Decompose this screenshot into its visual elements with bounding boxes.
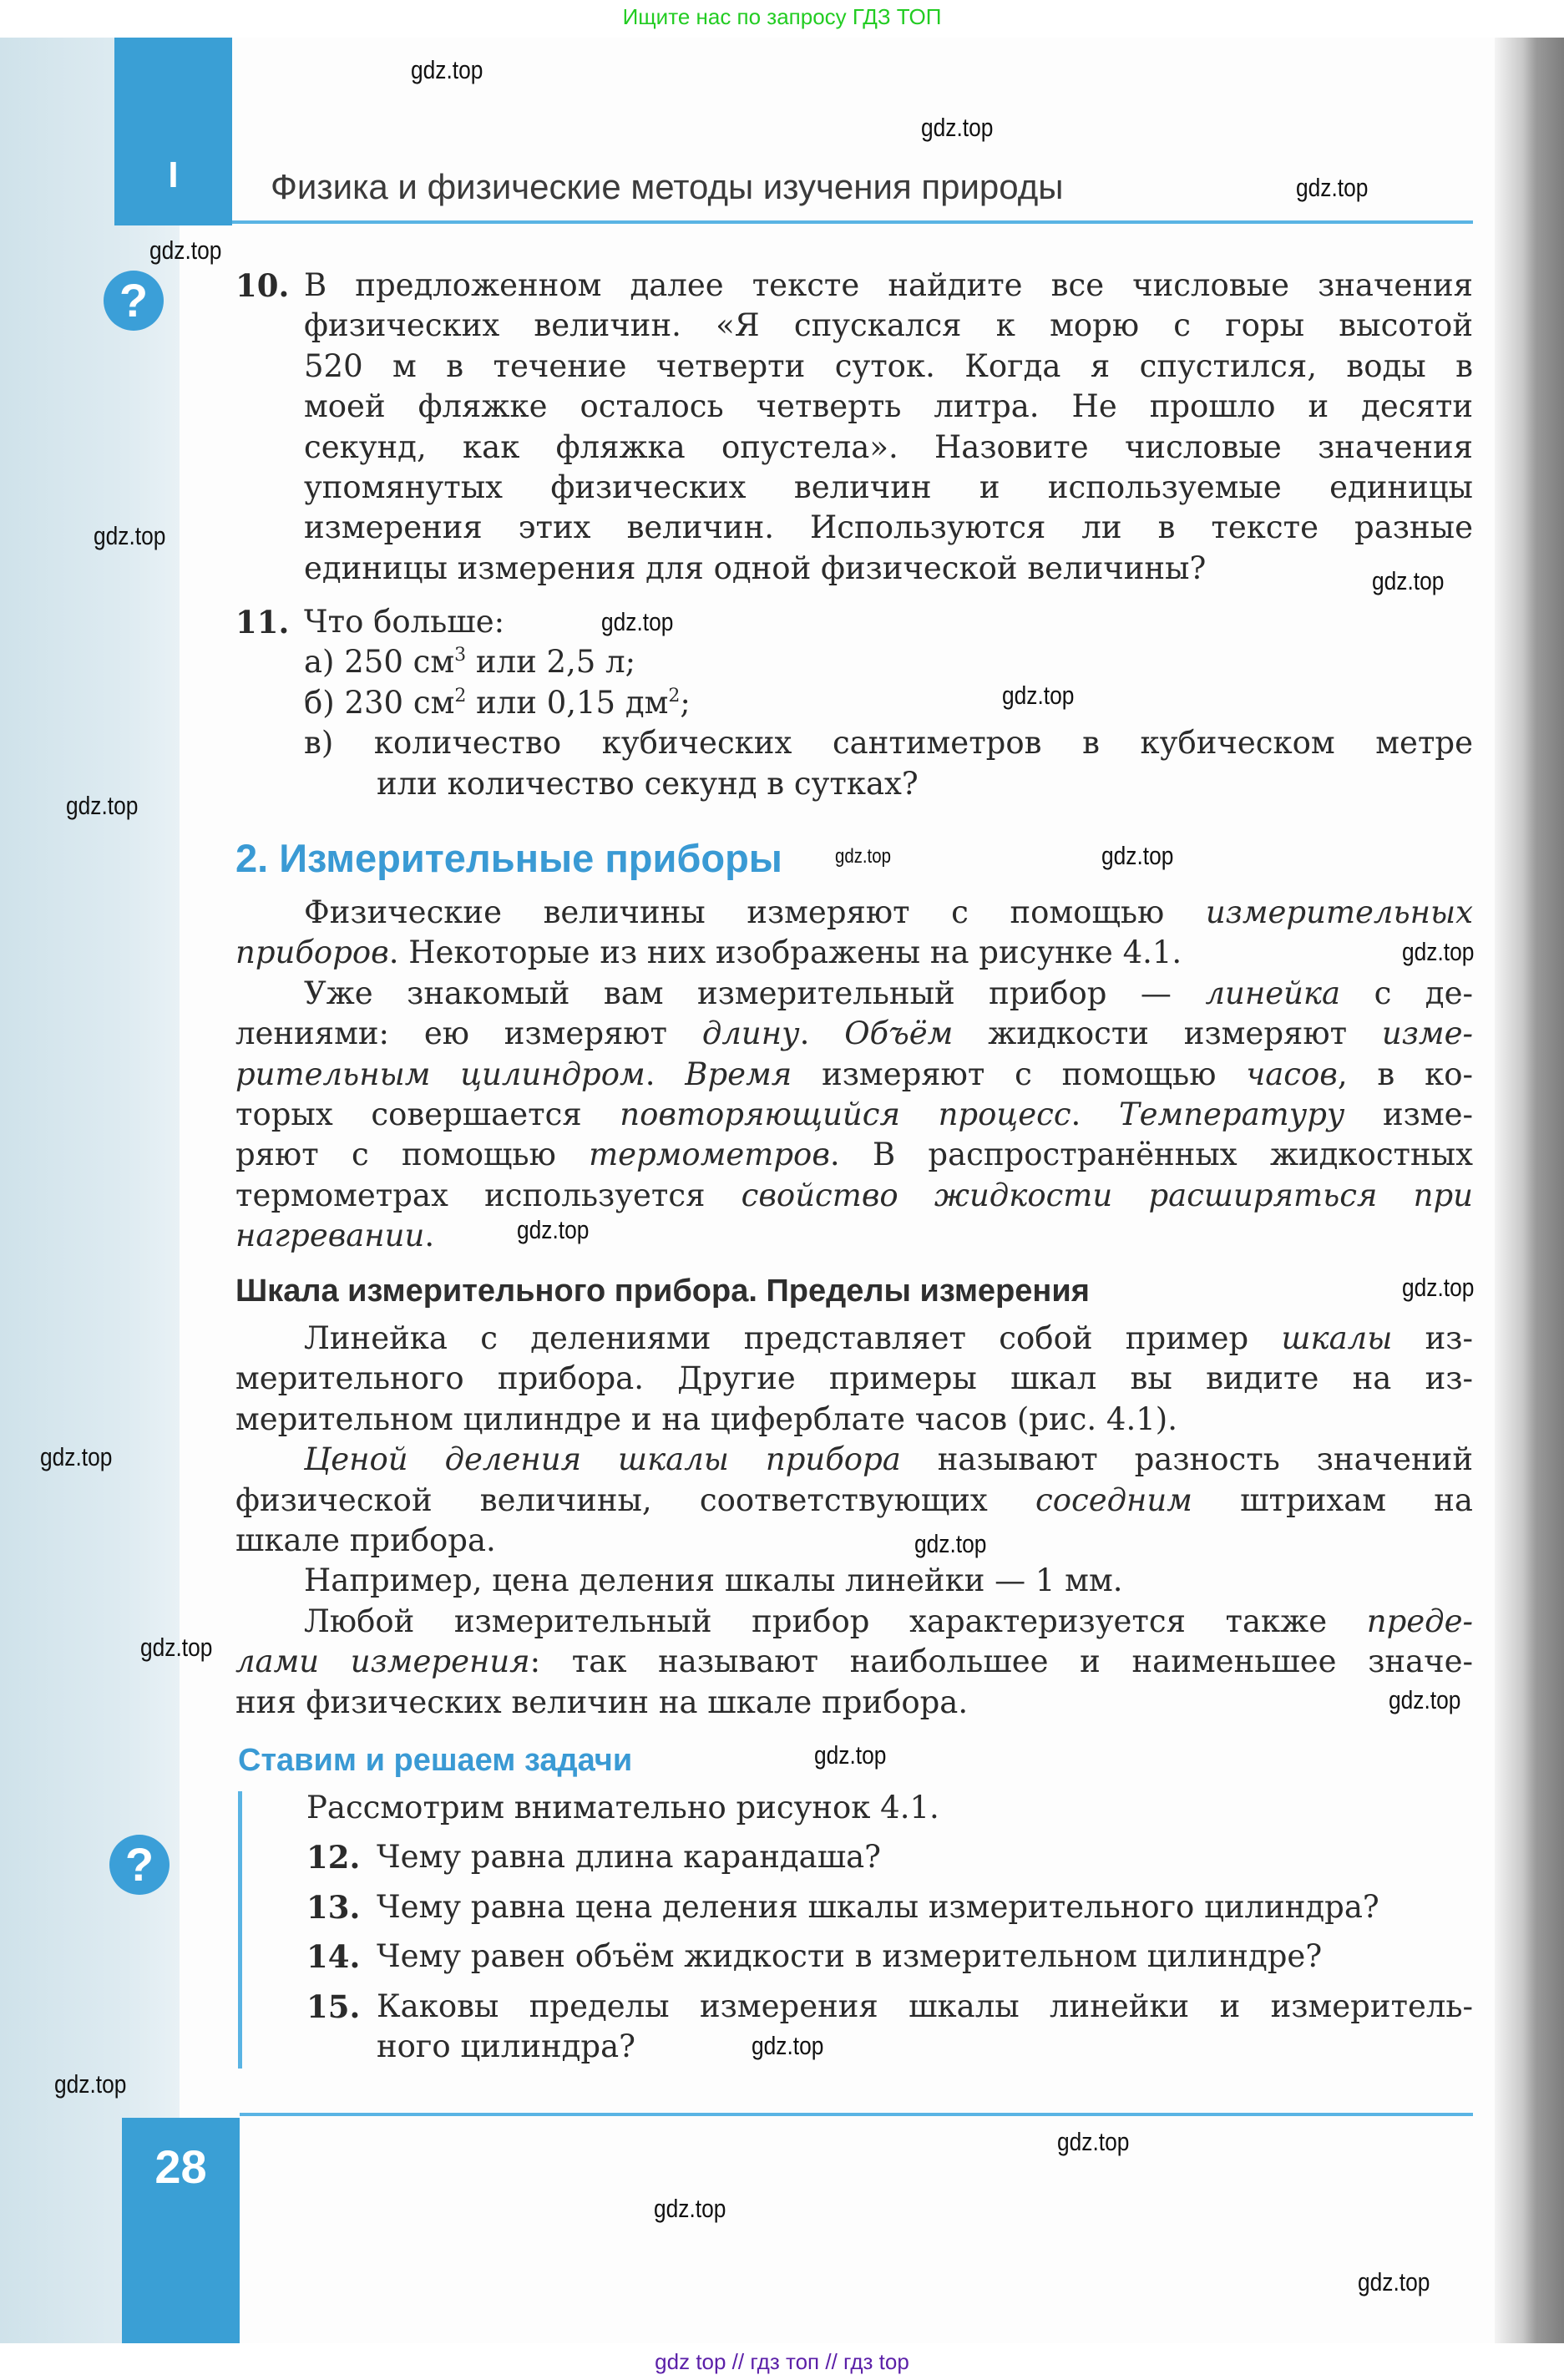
bottom-banner: gdz top // гдз топ // гдз top	[0, 2343, 1564, 2380]
text-run: называют разность значений	[900, 1441, 1473, 1478]
text-run: . Некоторые из них изображены на рисунке 4.1.	[388, 934, 1182, 971]
italic-term: термометров	[589, 1137, 830, 1173]
watermark: gdz.top	[1389, 1685, 1461, 1714]
text-line	[304, 266, 1473, 306]
text-line	[235, 1216, 1473, 1256]
text-run: ния физических величин на шкале прибора.	[235, 1684, 969, 1720]
text-run: моей фляжке осталось четверть литра. Не прошло и десяти	[304, 388, 1473, 425]
text-run: Уже знакомый вам измерительный прибор —	[304, 975, 1206, 1011]
task-text: Каковы пределы измерения шкалы линейки и измеритель-	[377, 1988, 1473, 2024]
chapter-title: Физика и физические методы изучения природы	[271, 167, 1064, 206]
task-text: Чему равна длина карандаша?	[377, 1839, 882, 1876]
section-title: 2. Измерительные приборы	[235, 836, 782, 880]
text-run: В предложенном далее тексте найдите все числовые значения	[304, 267, 1473, 303]
text-run: : так называют наибольшее и наименьшее значе-	[529, 1643, 1473, 1680]
watermark: gdz.top	[921, 113, 994, 142]
chapter-number: I	[168, 154, 179, 195]
text-line	[304, 549, 1473, 589]
italic-term: соседним	[1035, 1481, 1192, 1518]
watermark: gdz.top	[1057, 2127, 1130, 2156]
watermark: gdz.top	[54, 2069, 127, 2099]
italic-term: часов	[1246, 1056, 1338, 1092]
task-item	[306, 1987, 1473, 2027]
text-run: единицы измерения для одной физической величины?	[304, 549, 1207, 586]
text-run: в) количество кубических сантиметров в кубическом метре	[304, 725, 1473, 762]
italic-term: Температуру	[1118, 1096, 1345, 1132]
question-icon: ?	[109, 1835, 170, 1895]
question-number: 11.	[235, 604, 290, 641]
text-line	[304, 428, 1473, 468]
text-run: изме-	[1344, 1096, 1473, 1132]
text-line	[235, 1481, 1473, 1521]
superscript: 3	[454, 645, 467, 666]
task-items	[306, 1837, 1473, 2067]
task-item	[306, 1837, 1473, 1877]
task-item	[306, 1887, 1473, 1927]
text-run: штрихам на	[1192, 1481, 1473, 1518]
watermark: gdz.top	[814, 1740, 887, 1770]
chapter-tab	[114, 38, 232, 225]
text-line	[235, 1176, 1473, 1216]
text-run: секунд, как фляжка опустела». Назовите числовые значения	[304, 428, 1473, 465]
italic-term: измерительных	[1205, 894, 1473, 930]
italic-term: длину	[701, 1015, 800, 1052]
text-run: или 0,15 дм	[466, 684, 669, 721]
watermark: gdz.top	[140, 1633, 213, 1662]
tasks-border	[238, 1791, 242, 2069]
text-line	[304, 602, 1473, 642]
text-run: .	[1071, 1096, 1119, 1132]
subsection-title: Шкала измерительного прибора. Пределы измерения	[235, 1274, 1090, 1309]
text-run: Любой измерительный прибор характеризуется также	[304, 1603, 1367, 1639]
watermark: gdz.top	[1402, 1273, 1475, 1302]
tasks-title: Ставим и решаем задачи	[238, 1743, 633, 1778]
task-item	[306, 2027, 1473, 2067]
text-run: жидкости измеряют	[953, 1015, 1382, 1052]
task-number: 13.	[306, 1888, 361, 1926]
tasks-list	[306, 1788, 1473, 2067]
intro-text	[235, 893, 1473, 1257]
watermark: gdz.top	[601, 607, 674, 636]
italic-term: шкалы	[1281, 1320, 1393, 1356]
watermark: gdz.top	[835, 845, 891, 868]
text-line	[235, 1095, 1473, 1135]
text-line	[235, 974, 1473, 1014]
text-line	[304, 347, 1473, 387]
italic-term: лами измерения	[235, 1643, 530, 1680]
watermark: gdz.top	[1372, 566, 1445, 595]
text-run: шкале прибора.	[235, 1522, 496, 1558]
text-run: б) 230 см	[304, 684, 455, 721]
superscript: 2	[454, 685, 467, 706]
text-run: .	[799, 1015, 845, 1052]
watermark: gdz.top	[411, 55, 483, 84]
watermark: gdz.top	[66, 791, 139, 820]
text-line	[235, 1319, 1473, 1359]
tasks-intro: Рассмотрим внимательно рисунок 4.1.	[306, 1790, 939, 1826]
italic-term: нагревании	[235, 1218, 425, 1254]
text-run: или 2,5 л;	[466, 644, 636, 681]
watermark: gdz.top	[1358, 2267, 1430, 2296]
question-icon: ?	[104, 271, 164, 331]
text-line	[235, 933, 1473, 973]
text-line	[235, 1642, 1473, 1682]
text-run: торых совершается	[235, 1096, 620, 1132]
question-10	[304, 266, 1473, 589]
scale-text	[235, 1319, 1473, 1723]
text-run: или количество секунд в сутках?	[377, 765, 919, 802]
page-number: 28	[154, 2140, 207, 2193]
watermark: gdz.top	[1296, 173, 1369, 202]
text-run: измерения этих величин. Используются ли в тексте разные	[304, 509, 1473, 546]
italic-term: Ценой деления шкалы прибора	[304, 1441, 901, 1478]
text-line	[235, 1014, 1473, 1054]
text-line	[235, 1400, 1473, 1440]
italic-term: преде-	[1366, 1603, 1473, 1639]
header-divider	[232, 220, 1473, 224]
italic-term: рительным цилиндром	[235, 1056, 645, 1092]
watermark: gdz.top	[914, 1529, 987, 1558]
text-line	[235, 1135, 1473, 1175]
text-run: ряют с помощью	[235, 1137, 590, 1173]
text-line	[304, 764, 1473, 804]
task-number: 12.	[306, 1839, 361, 1876]
task-text: Чему равен объём жидкости в измерительном цилиндре?	[377, 1938, 1323, 1975]
text-run: , в ко-	[1337, 1056, 1473, 1092]
watermark: gdz.top	[517, 1215, 590, 1244]
text-run: измеряют с помощью	[792, 1056, 1247, 1092]
italic-term: Объём	[844, 1015, 954, 1052]
italic-term: изме-	[1381, 1015, 1473, 1052]
task-item	[306, 1937, 1473, 1977]
watermark: gdz.top	[752, 2031, 824, 2060]
text-line	[235, 1602, 1473, 1642]
watermark: gdz.top	[94, 521, 166, 550]
watermark: gdz.top	[149, 235, 222, 265]
text-run: 520 м в течение четверти суток. Когда я спустился, воды в	[304, 347, 1473, 384]
text-line	[235, 1561, 1473, 1601]
page-edge-shadow	[1495, 38, 1564, 2343]
superscript: 2	[668, 685, 681, 706]
text-run: Линейка с делениями представляет собой пример	[304, 1320, 1282, 1356]
footer-divider	[240, 2113, 1473, 2116]
task-text: Чему равна цена деления шкалы измерительного цилиндра?	[377, 1888, 1379, 1925]
text-run: лениями: ею измеряют	[235, 1015, 702, 1052]
task-number: 14.	[306, 1938, 361, 1976]
text-run: .	[424, 1218, 435, 1254]
text-line	[304, 387, 1473, 427]
search-banner: Ищите нас по запросу ГДЗ ТОП	[0, 0, 1564, 38]
text-run: Физические величины измеряют с помощью	[304, 894, 1206, 930]
question-number: 10.	[235, 267, 290, 304]
text-line	[235, 1440, 1473, 1480]
text-run: с де-	[1340, 975, 1473, 1011]
text-run: термометрах используется	[235, 1177, 742, 1213]
text-run: физических величин. «Я спускался к морю с горы высотой	[304, 307, 1473, 344]
text-line	[235, 1683, 1473, 1723]
watermark: gdz.top	[40, 1442, 113, 1471]
text-line	[304, 683, 1473, 723]
italic-term: повторяющийся процесс	[620, 1096, 1071, 1132]
text-run: мерительном цилиндре и на циферблате часов (рис. 4.1).	[235, 1400, 1177, 1437]
text-run: Что больше:	[304, 604, 505, 640]
text-line	[235, 1359, 1473, 1399]
watermark: gdz.top	[654, 2194, 726, 2223]
text-line	[304, 642, 1473, 682]
question-11	[304, 602, 1473, 804]
page-margin	[0, 38, 180, 2343]
watermark: gdz.top	[1002, 681, 1075, 710]
text-run: а) 250 см	[304, 644, 455, 681]
italic-term: Время	[685, 1056, 792, 1092]
text-line	[304, 306, 1473, 346]
text-run: мерительного прибора. Другие примеры шкал вы видите на из-	[235, 1360, 1473, 1397]
text-run: . В распространённых жидкостных	[829, 1137, 1473, 1173]
text-line	[304, 468, 1473, 508]
italic-term: свойство жидкости расширяться при	[741, 1177, 1473, 1213]
text-run: .	[645, 1056, 686, 1092]
text-run: упомянутых физических величин и используемые единицы	[304, 468, 1473, 505]
italic-term: приборов	[235, 934, 389, 971]
text-run: Например, цена деления шкалы линейки — 1 мм.	[304, 1562, 1123, 1599]
text-line	[304, 508, 1473, 548]
watermark: gdz.top	[1101, 841, 1174, 870]
text-line	[235, 893, 1473, 933]
task-text: ного цилиндра?	[377, 2028, 636, 2064]
italic-term: линейка	[1205, 975, 1341, 1011]
watermark: gdz.top	[1402, 937, 1475, 966]
text-line	[235, 1055, 1473, 1095]
text-line	[235, 1521, 1473, 1561]
text-run: из-	[1392, 1320, 1473, 1356]
text-run: физической величины, соответствующих	[235, 1481, 1035, 1518]
text-line	[304, 723, 1473, 763]
task-number: 15.	[306, 1988, 361, 2025]
text-run: ;	[680, 684, 691, 721]
